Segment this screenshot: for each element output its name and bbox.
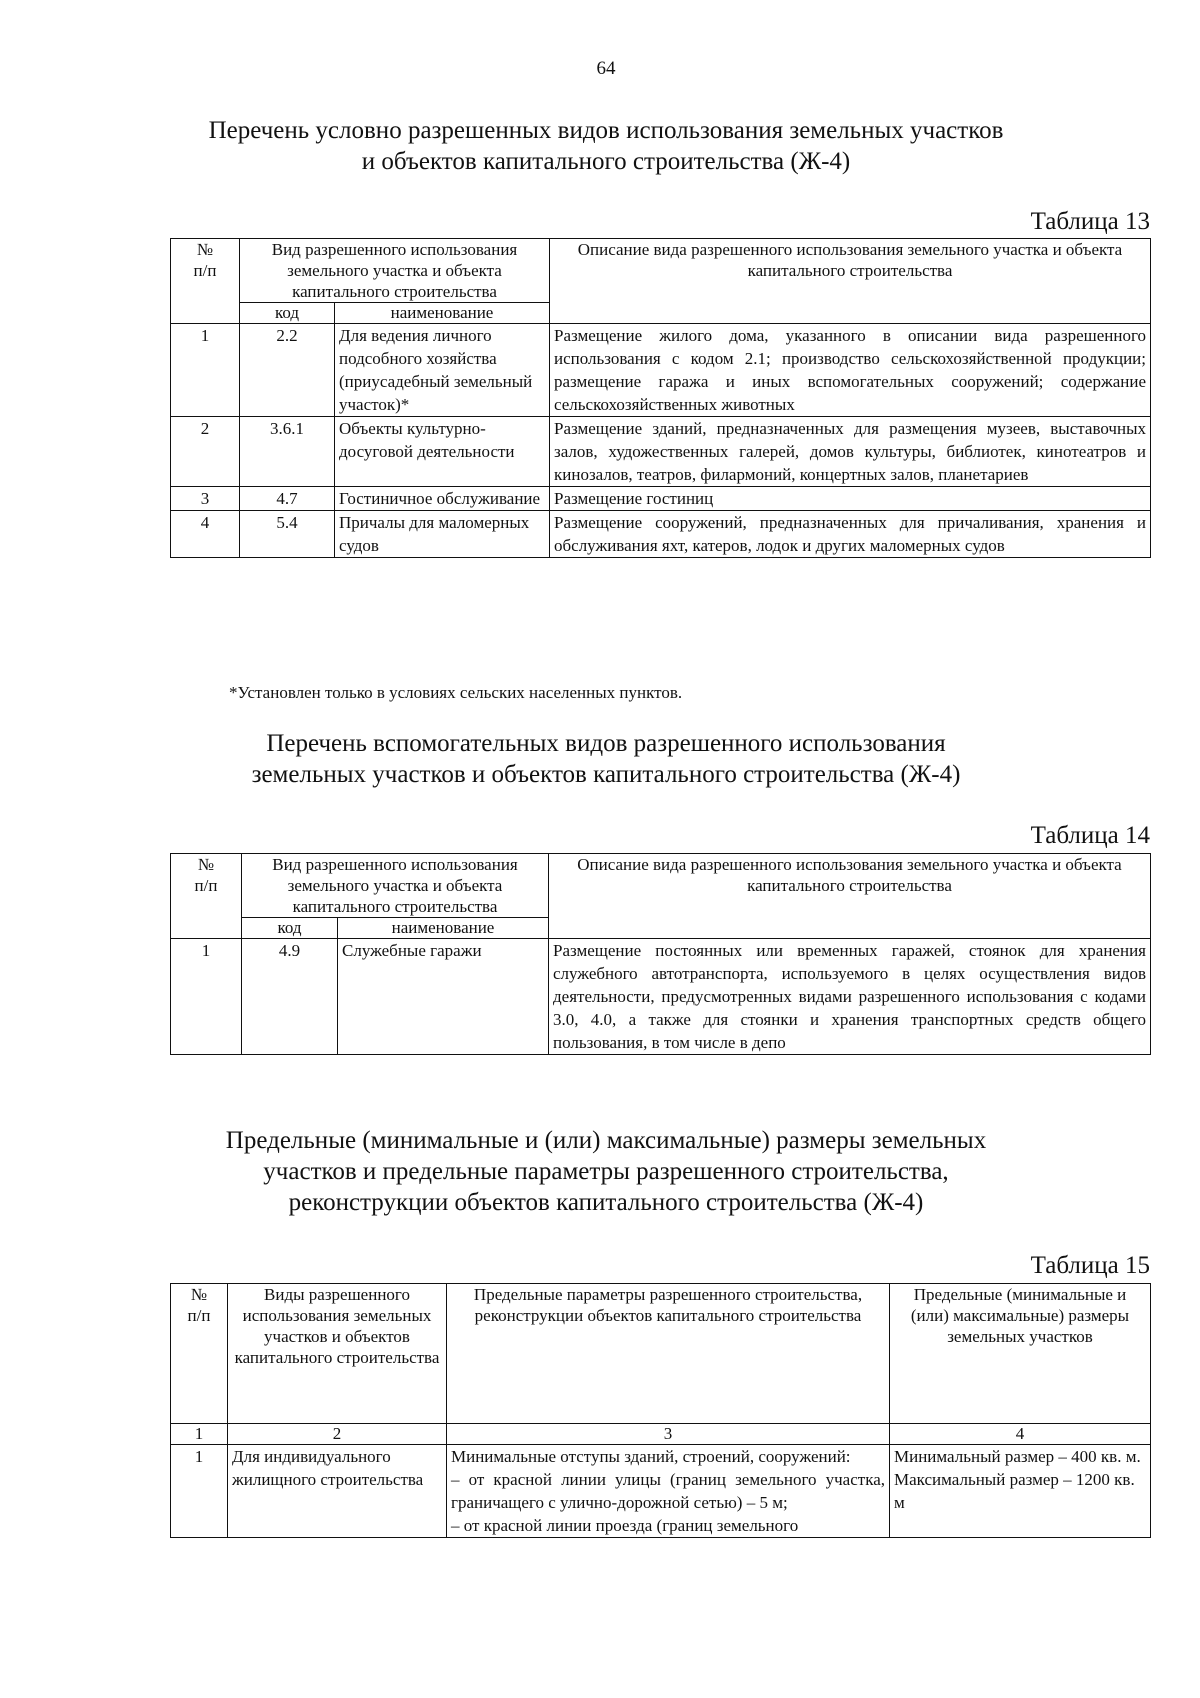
- section2-title-line: Перечень вспомогательных видов разрешенного использования: [266, 730, 946, 757]
- header-vid: Вид разрешенного использования земельного участка и объекта капитального строительства: [242, 854, 549, 918]
- table15-caption: Таблица 15: [1030, 1252, 1150, 1279]
- row-desc: Размещение гостиниц: [550, 487, 1151, 511]
- row-name: Служебные гаражи: [338, 939, 549, 1055]
- row-num: 1: [171, 1445, 228, 1538]
- header-kod: код: [240, 303, 335, 324]
- header-params: Предельные параметры разрешенного строительства, реконструкции объектов капитального строительства: [447, 1284, 890, 1424]
- table-15: [170, 1283, 1151, 1538]
- row-sizes: [890, 1445, 1151, 1538]
- row-kod: 3.6.1: [240, 417, 335, 487]
- row-name: Причалы для маломерных судов: [335, 511, 550, 558]
- header-num: № п/п: [171, 1284, 228, 1424]
- row-params: [447, 1445, 890, 1538]
- column-number: 1: [171, 1424, 228, 1445]
- row-desc: Размещение сооружений, предназначенных для причаливания, хранения и обслуживания яхт, катеров, лодок и других маломерных судов: [550, 511, 1151, 558]
- section3-title-line: реконструкции объектов капитального строительства (Ж-4): [288, 1189, 924, 1216]
- header-kod: код: [242, 918, 338, 939]
- row-kod: 4.7: [240, 487, 335, 511]
- header-desc: Описание вида разрешенного использования земельного участка и объекта капитального строительства: [549, 854, 1151, 939]
- section3-title-line: Предельные (минимальные и (или) максимальные) размеры земельных: [225, 1127, 987, 1154]
- header-vid: Виды разрешенного использования земельных участков и объектов капитального строительства: [228, 1284, 447, 1424]
- params-line: – от красной линии улицы (границ земельного участка, граничащего с улично-дорожной сетью) – 5 м;: [451, 1470, 885, 1512]
- column-number: 4: [890, 1424, 1151, 1445]
- section3-title-line: участков и предельные параметры разрешенного строительства,: [263, 1158, 949, 1185]
- header-vid: Вид разрешенного использования земельного участка и объекта капитального строительства: [240, 239, 550, 303]
- table-row: [171, 939, 1151, 1055]
- row-num: 1: [171, 324, 240, 417]
- section3-title: [0, 1125, 1200, 1218]
- section2-title-line: земельных участков и объектов капитального строительства (Ж-4): [251, 761, 961, 788]
- section2-title: [0, 728, 1200, 790]
- table-row: [171, 324, 1151, 417]
- row-vid: Для индивидуального жилищного строительства: [228, 1445, 447, 1538]
- params-line: – от красной линии проезда (границ земельного: [451, 1516, 799, 1535]
- header-name: наименование: [338, 918, 549, 939]
- table13-caption: Таблица 13: [1030, 208, 1150, 235]
- section1-title-line: и объектов капитального строительства (Ж-4): [361, 148, 851, 175]
- row-desc: Размещение зданий, предназначенных для размещения музеев, выставочных залов, художественных галерей, домов культуры, библиотек, кинотеатров и кинозалов, театров, филармоний, концертных залов, планетариев: [550, 417, 1151, 487]
- row-kod: 2.2: [240, 324, 335, 417]
- header-name: наименование: [335, 303, 550, 324]
- table-row: [171, 417, 1151, 487]
- sizes-line: Максимальный размер – 1200 кв. м: [894, 1470, 1135, 1512]
- params-line: Минимальные отступы зданий, строений, сооружений:: [451, 1447, 851, 1466]
- footnote: *Установлен только в условиях сельских населенных пунктов.: [229, 683, 683, 702]
- row-kod: 5.4: [240, 511, 335, 558]
- row-kod: 4.9: [242, 939, 338, 1055]
- section1-title: [0, 115, 1200, 177]
- table14-caption: Таблица 14: [1030, 822, 1150, 849]
- column-number: 3: [447, 1424, 890, 1445]
- header-num: № п/п: [171, 239, 240, 324]
- table-14: [170, 853, 1151, 1055]
- column-number: 2: [228, 1424, 447, 1445]
- row-desc: Размещение жилого дома, указанного в описании вида разрешенного использования с кодом 2.1; производство сельскохозяйственной продукции; размещение гаража и иных вспомогательных сооружений; содержание сельскохозяйственных животных: [550, 324, 1151, 417]
- header-desc: Описание вида разрешенного использования земельного участка и объекта капитального строительства: [550, 239, 1151, 324]
- row-num: 1: [171, 939, 242, 1055]
- table-row: [171, 1445, 1151, 1538]
- table-row: [171, 511, 1151, 558]
- table-13: [170, 238, 1151, 558]
- header-num: № п/п: [171, 854, 242, 939]
- row-num: 3: [171, 487, 240, 511]
- header-sizes: Предельные (минимальные и (или) максимальные) размеры земельных участков: [890, 1284, 1151, 1424]
- row-name: Объекты культурно-досуговой деятельности: [335, 417, 550, 487]
- table-row: [171, 487, 1151, 511]
- sizes-line: Минимальный размер – 400 кв. м.: [894, 1447, 1141, 1466]
- row-num: 2: [171, 417, 240, 487]
- page-number: 64: [596, 58, 616, 79]
- row-name: Гостиничное обслуживание: [335, 487, 550, 511]
- row-desc: Размещение постоянных или временных гаражей, стоянок для хранения служебного автотранспорта, используемого в целях осуществления видов деятельности, предусмотренных видами разрешенного использования с кодами 3.0, 4.0, а также для стоянки и хранения транспортных средств общего пользования, в том числе в депо: [549, 939, 1151, 1055]
- row-num: 4: [171, 511, 240, 558]
- section1-title-line: Перечень условно разрешенных видов использования земельных участков: [208, 117, 1004, 144]
- row-name: Для ведения личного подсобного хозяйства (приусадебный земельный участок)*: [335, 324, 550, 417]
